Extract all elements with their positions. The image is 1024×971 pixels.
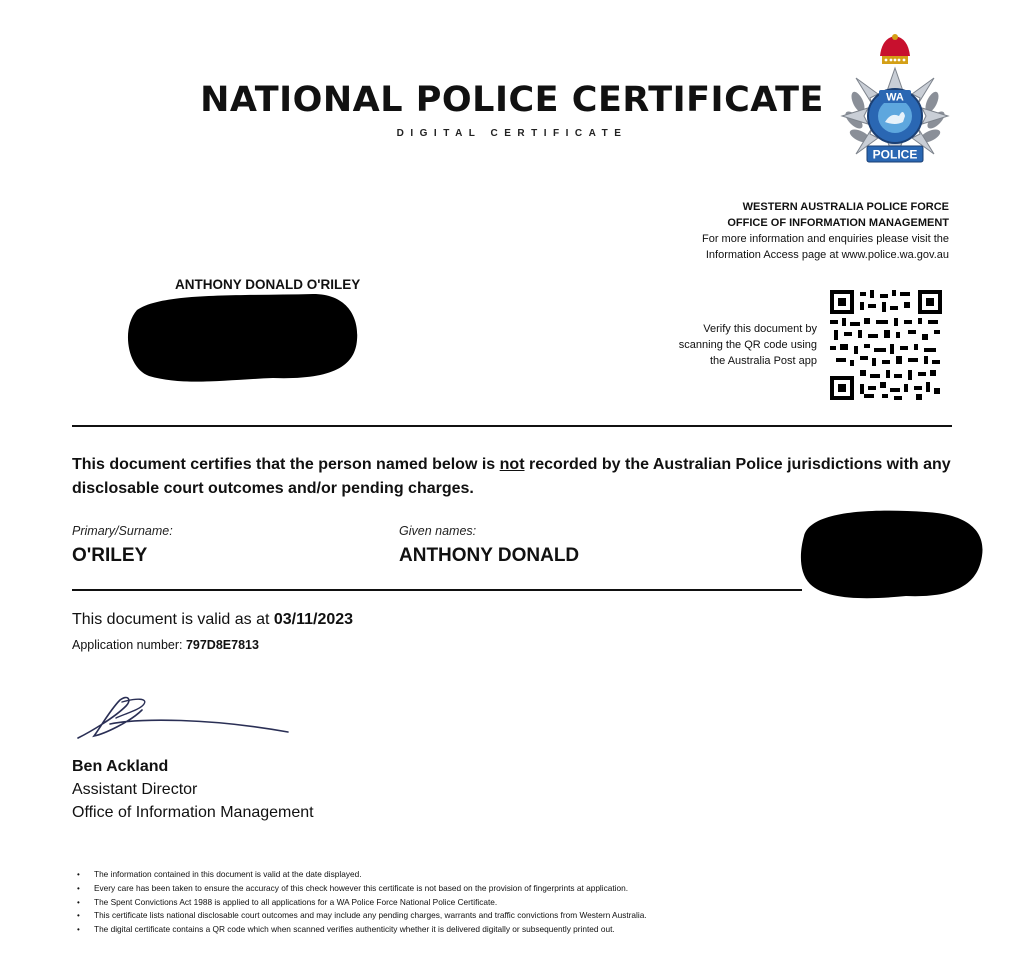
validity-statement: This document is valid as at 03/11/2023	[72, 611, 354, 628]
agency-name: WESTERN AUSTRALIA POLICE FORCE	[742, 201, 949, 213]
given-names-label: Given names:	[399, 524, 477, 538]
application-number: Application number: 797D8E7813	[72, 638, 259, 652]
document-title: NATIONAL POLICE CERTIFICATE	[200, 80, 824, 120]
given-names-value: ANTHONY DONALD	[399, 545, 580, 566]
holder-name: ANTHONY DONALD O'RILEY	[175, 277, 361, 292]
footnote-item: • The information contained in this document is valid at the date displayed.	[94, 868, 994, 882]
application-number-value: 797D8E7813	[185, 638, 259, 652]
redaction-dob	[796, 506, 986, 602]
wa-police-logo	[838, 32, 952, 172]
document-subtitle: DIGITAL CERTIFICATE	[396, 128, 628, 139]
logo-police-text: POLICE	[872, 147, 918, 162]
divider-middle	[72, 589, 802, 591]
qr-code[interactable]	[830, 290, 942, 400]
certification-statement: This document certifies that the person named below is not recorded by the Australian Police jurisdictions with any disclosable court outcomes and/or pending charges.	[72, 456, 951, 497]
agency-office: OFFICE OF INFORMATION MANAGEMENT	[727, 217, 949, 229]
footnote-item: • Every care has been taken to ensure the accuracy of this check however this certificate is not based on the provision of fingerprints at application.	[94, 882, 994, 896]
signature-image	[70, 688, 295, 748]
footnote-item: • The digital certificate contains a QR code which when scanned verifies authenticity whether it is delivered digitally or subsequently printed out.	[94, 923, 994, 937]
agency-details	[702, 199, 949, 263]
footnote-item: • The Spent Convictions Act 1988 is applied to all applications for a WA Police Force National Police Certificate.	[94, 896, 994, 910]
surname-label: Primary/Surname:	[72, 524, 173, 538]
certification-emphasis: not	[499, 456, 525, 473]
agency-info-line: For more information and enquiries please visit the	[701, 233, 949, 245]
validity-date: 03/11/2023	[273, 611, 354, 628]
agency-info-url: Information Access page at www.police.wa.gov.au	[705, 249, 949, 261]
logo-wa-text: WA	[886, 91, 904, 104]
verify-instructions: Verify this document by scanning the QR code using the Australia Post app	[678, 323, 817, 367]
signatory-name: Ben Ackland	[72, 758, 169, 775]
signatory-block	[72, 755, 314, 824]
signatory-office: Office of Information Management	[72, 804, 314, 821]
divider-top	[72, 425, 952, 427]
surname-value: O'RILEY	[72, 545, 148, 566]
footnote-item: • This certificate lists national disclosable court outcomes and may include any pending charges, warrants and traffic convictions from Western Australia.	[94, 909, 994, 923]
footnotes	[72, 868, 994, 937]
redaction-address	[123, 288, 359, 386]
signatory-title: Assistant Director	[72, 781, 198, 798]
